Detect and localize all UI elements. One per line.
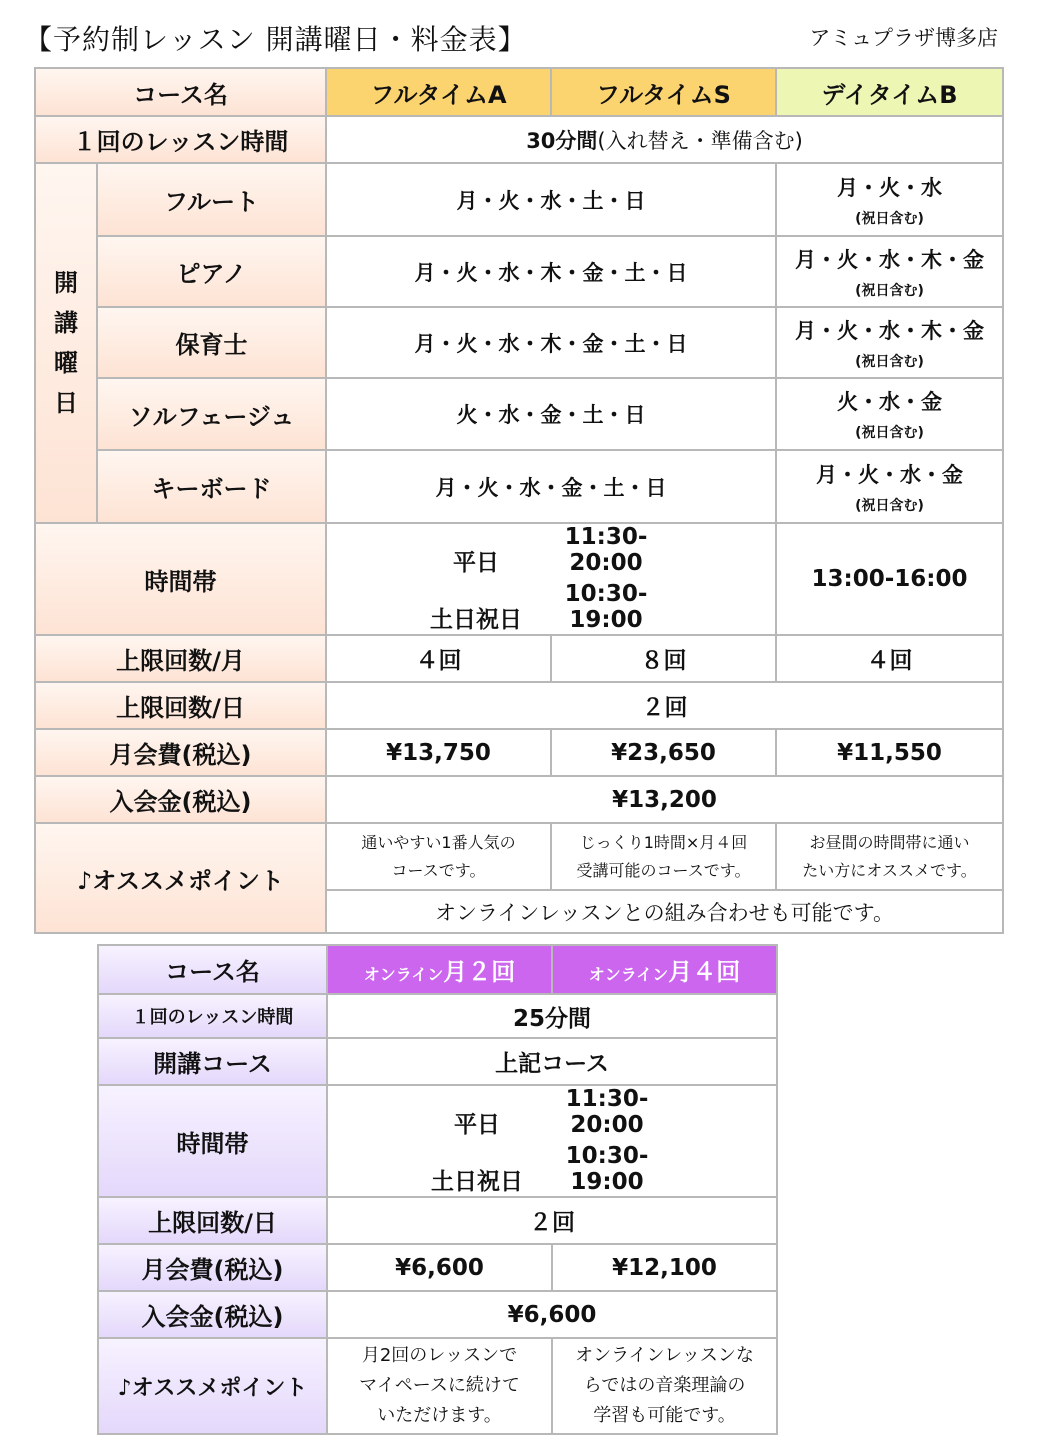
online-point-label: ♪オススメポイント — [98, 1338, 327, 1434]
col-fulltime-s: フルタイムS — [551, 68, 776, 116]
limit-month-a: ４回 — [326, 635, 551, 682]
point-a: 通いやすい1番人気の コースです。 — [326, 823, 551, 890]
piano-daytime-days: 月・火・水・木・金 (祝日含む) — [776, 236, 1003, 307]
plan-table — [34, 67, 1004, 934]
lesson-time-label: １回のレッスン時間 — [35, 116, 326, 163]
online-note: オンラインレッスンとの組み合わせも可能です。 — [326, 890, 1003, 933]
online-course-open-label: 開講コース — [98, 1038, 327, 1085]
online-lesson-time-label: １回のレッスン時間 — [98, 994, 327, 1038]
online-timeband: 平日11:30-20:00 土日祝日10:30-19:00 — [327, 1085, 777, 1197]
piano-fulltime-days: 月・火・水・木・金・土・日 — [326, 236, 776, 307]
online-limit-day-label: 上限回数/日 — [98, 1197, 327, 1244]
keyboard-fulltime-days: 月・火・水・金・土・日 — [326, 450, 776, 523]
online-point-2: オンラインレッスンな らではの音楽理論の 学習も可能です。 — [552, 1338, 777, 1434]
limit-month-label: 上限回数/月 — [35, 635, 326, 682]
online-fee-label: 月会費(税込) — [98, 1244, 327, 1291]
daytime-timeband: 13:00-16:00 — [776, 523, 1003, 635]
online-point-1: 月2回のレッスンで マイペースに続けて いただけます。 — [327, 1338, 552, 1434]
childcare-daytime-days: 月・火・水・木・金 (祝日含む) — [776, 307, 1003, 378]
instrument-keyboard: キーボード — [97, 450, 326, 523]
online-course-label: コース名 — [98, 945, 327, 994]
flute-daytime-days: 月・火・水 (祝日含む) — [776, 163, 1003, 236]
solfege-daytime-days: 火・水・金 (祝日含む) — [776, 378, 1003, 450]
fulltime-timeband: 平日11:30-20:00 土日祝日10:30-19:00 — [326, 523, 776, 635]
fee-label: 月会費(税込) — [35, 729, 326, 776]
instrument-childcare: 保育士 — [97, 307, 326, 378]
limit-day-value: ２回 — [326, 682, 1003, 729]
timeband-label: 時間帯 — [35, 523, 326, 635]
childcare-fulltime-days: 月・火・水・木・金・土・日 — [326, 307, 776, 378]
point-label: ♪オススメポイント — [35, 823, 326, 933]
lesson-time-value: 30分間 — [526, 128, 598, 153]
instrument-solfege: ソルフェージュ — [97, 378, 326, 450]
col-fulltime-a: フルタイムA — [326, 68, 551, 116]
online-fee-2: ¥12,100 — [552, 1244, 777, 1291]
col-online-2: オンライン月２回 — [327, 945, 552, 994]
solfege-fulltime-days: 火・水・金・土・日 — [326, 378, 776, 450]
limit-month-s: ８回 — [551, 635, 776, 682]
join-label: 入会金(税込) — [35, 776, 326, 823]
online-fee-1: ¥6,600 — [327, 1244, 552, 1291]
store-name: アミュプラザ博多店 — [809, 26, 998, 50]
limit-month-b: ４回 — [776, 635, 1003, 682]
flute-fulltime-days: 月・火・水・土・日 — [326, 163, 776, 236]
online-join-value: ¥6,600 — [327, 1291, 777, 1338]
point-b: お昼間の時間帯に通い たい方にオススメです。 — [776, 823, 1003, 890]
online-lesson-time-value: 25分間 — [327, 994, 777, 1038]
col-online-4: オンライン月４回 — [552, 945, 777, 994]
online-limit-day-value: ２回 — [327, 1197, 777, 1244]
course-label: コース名 — [35, 68, 326, 116]
fee-a: ¥13,750 — [326, 729, 551, 776]
point-s: じっくり1時間×月４回 受講可能のコースです。 — [551, 823, 776, 890]
instrument-flute: フルート — [97, 163, 326, 236]
keyboard-daytime-days: 月・火・水・金 (祝日含む) — [776, 450, 1003, 523]
online-plan-table — [97, 944, 778, 1435]
col-daytime-b: デイタイムB — [776, 68, 1003, 116]
instrument-piano: ピアノ — [97, 236, 326, 307]
limit-day-label: 上限回数/日 — [35, 682, 326, 729]
join-value: ¥13,200 — [326, 776, 1003, 823]
days-label: 開講曜日 — [35, 163, 97, 523]
page-title: 【予約制レッスン 開講曜日・料金表】 — [24, 23, 527, 56]
fee-s: ¥23,650 — [551, 729, 776, 776]
lesson-time-note: (入れ替え・準備含む) — [597, 128, 803, 153]
online-timeband-label: 時間帯 — [98, 1085, 327, 1197]
fee-b: ¥11,550 — [776, 729, 1003, 776]
lesson-time-cell — [326, 116, 1003, 163]
online-course-open-value: 上記コース — [327, 1038, 777, 1085]
online-join-label: 入会金(税込) — [98, 1291, 327, 1338]
